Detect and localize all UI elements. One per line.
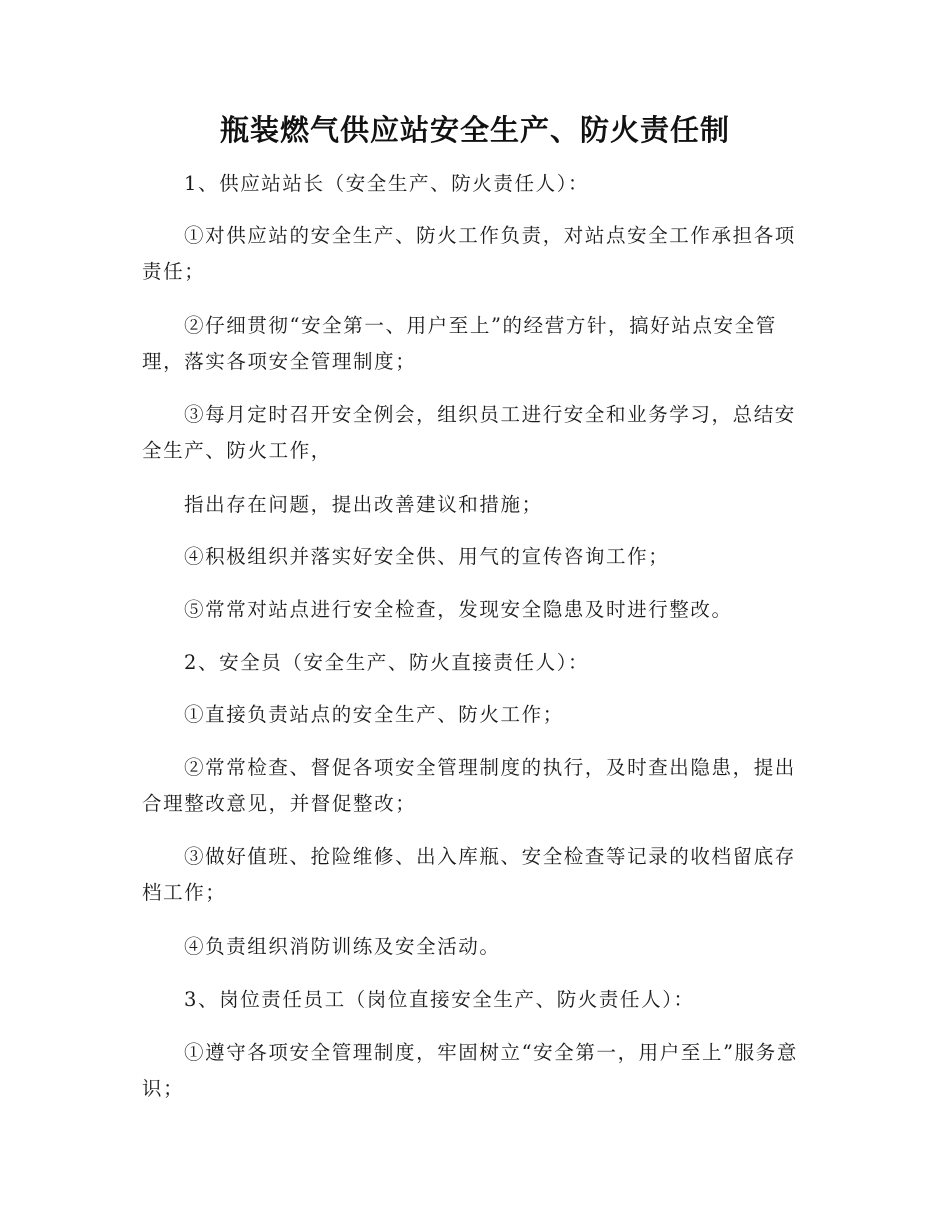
section-2-heading: 2、安全员（安全生产、防火直接责任人）：	[184, 651, 590, 674]
paragraph-3-1: ①遵守各项安全管理制度，牢固树立“安全第一，用户至上”服务意识；	[142, 1041, 798, 1100]
paragraph-1-3-continued: 指出存在问题，提出改善建议和措施；	[184, 493, 543, 516]
paragraph-2-2: ②常常检查、督促各项安全管理制度的执行，及时查出隐患，提出合理整改意见，并督促整改；	[142, 756, 796, 815]
paragraph-2-1: ①直接负责站点的安全生产、防火工作；	[184, 703, 564, 726]
paragraph-2-4: ④负责组织消防训练及安全活动。	[184, 935, 501, 958]
paragraph-1-2: ②仔细贯彻“安全第一、用户至上”的经营方针，搞好站点安全管理，落实各项安全管理制度；	[142, 314, 777, 373]
paragraph-1-4: ④积极组织并落实好安全供、用气的宣传咨询工作；	[184, 545, 670, 568]
paragraph-1-5: ⑤常常对站点进行安全检查，发现安全隐患及时进行整改。	[184, 598, 733, 621]
paragraph-1-1: ①对供应站的安全生产、防火工作负责，对站点安全工作承担各项责任；	[142, 224, 796, 283]
document-title: 瓶装燃气供应站安全生产、防火责任制	[219, 113, 730, 147]
paragraph-1-3: ③每月定时召开安全例会，组织员工进行安全和业务学习，总结安全生产、防火工作，	[142, 403, 796, 462]
section-3-heading: 3、岗位责任员工（岗位直接安全生产、防火责任人）：	[184, 988, 695, 1011]
section-1-heading: 1、供应站站长（安全生产、防火责任人）：	[184, 172, 590, 195]
paragraph-2-3: ③做好值班、抢险维修、出入库瓶、安全检查等记录的收档留底存档工作；	[142, 845, 796, 904]
